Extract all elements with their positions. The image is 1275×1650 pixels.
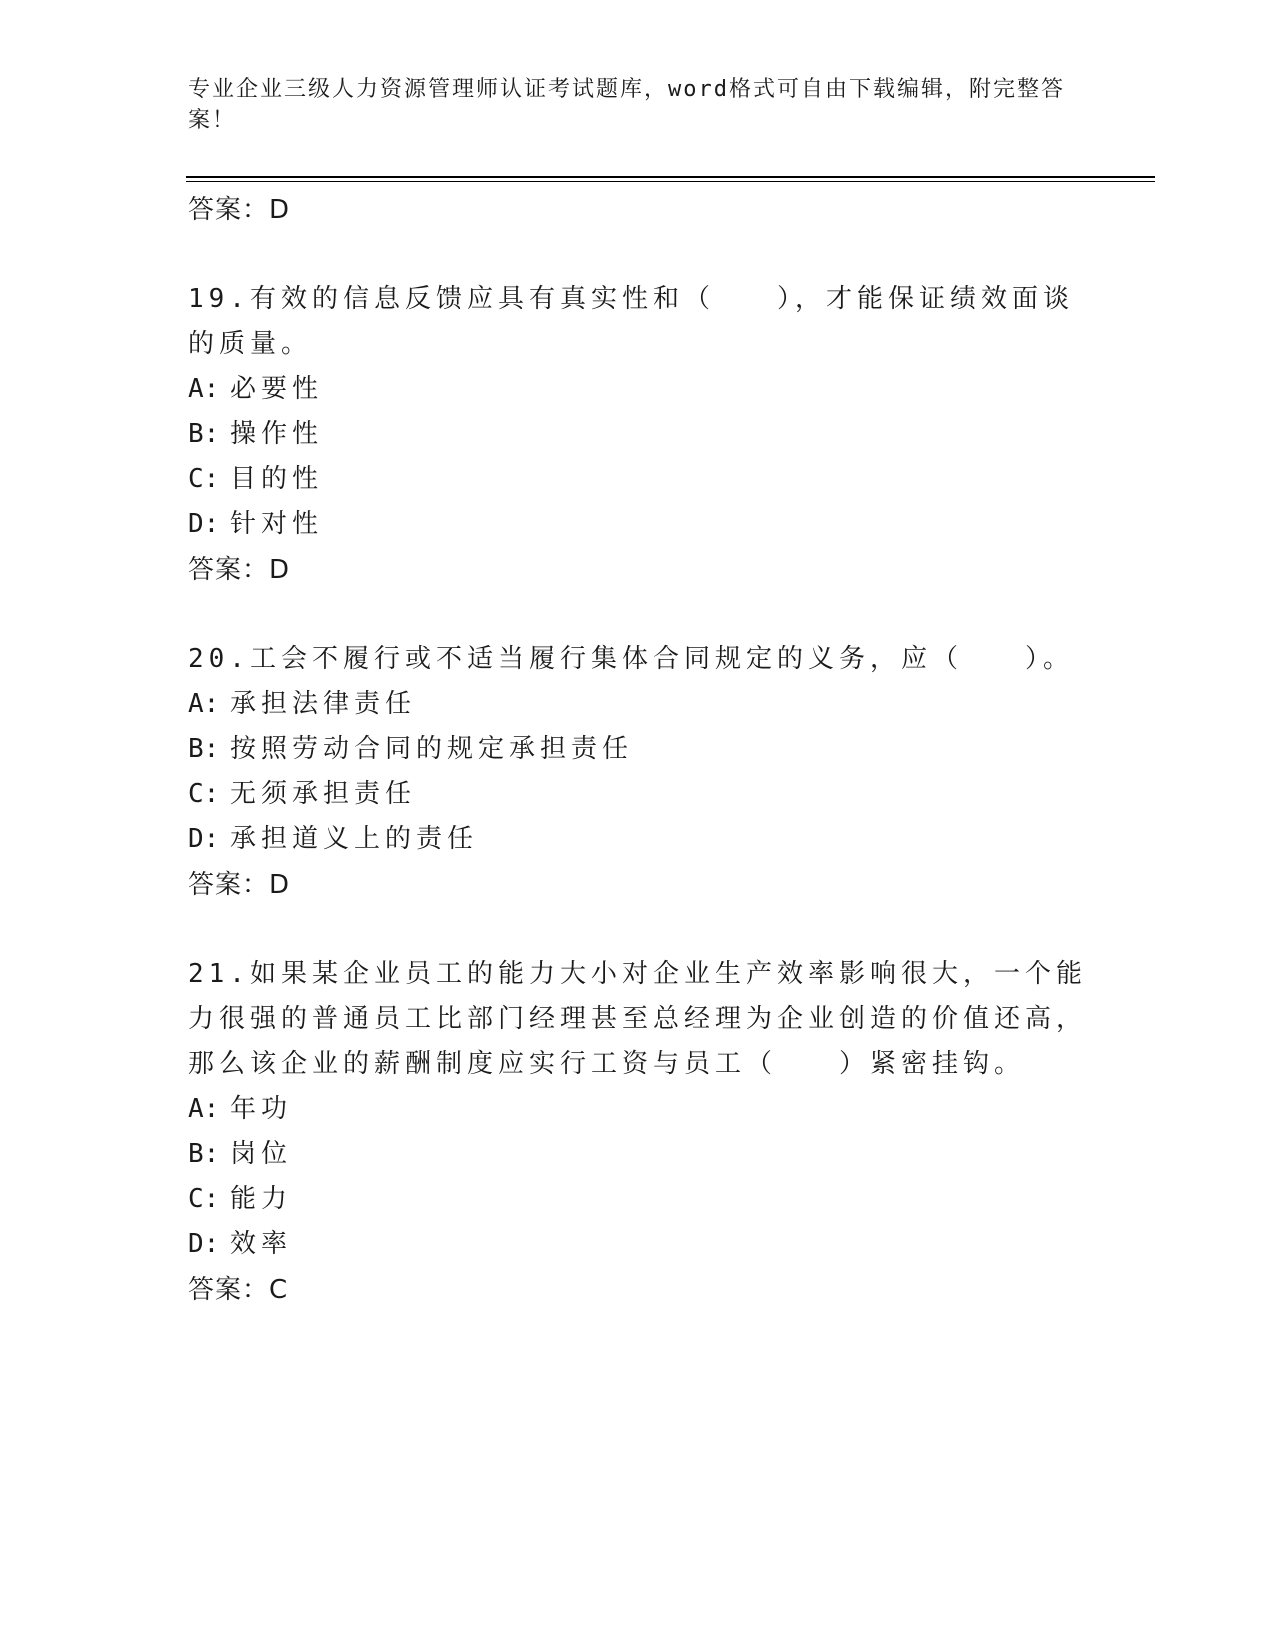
option-letter: D: <box>188 824 220 854</box>
option-c <box>188 457 1088 502</box>
option-text: 年功 <box>230 1094 293 1124</box>
option-text: 目的性 <box>230 464 324 494</box>
spacer <box>188 233 1088 277</box>
spacer <box>188 593 1088 637</box>
answer: 答案：D <box>188 870 291 900</box>
header-divider-thin <box>186 181 1155 182</box>
option-a <box>188 682 1088 727</box>
option-text: 按照劳动合同的规定承担责任 <box>230 734 634 764</box>
option-c <box>188 1177 1088 1222</box>
option-a <box>188 1087 1088 1132</box>
option-letter: B: <box>188 1139 220 1169</box>
question-19 <box>188 277 1088 593</box>
header-divider <box>186 176 1155 178</box>
option-b <box>188 412 1088 457</box>
option-text: 承担法律责任 <box>230 689 417 719</box>
option-d <box>188 502 1088 547</box>
option-letter: A: <box>188 374 220 404</box>
option-d <box>188 817 1088 862</box>
spacer <box>188 908 1088 952</box>
option-letter: C: <box>188 1184 220 1214</box>
option-text: 针对性 <box>230 509 324 539</box>
option-b <box>188 1132 1088 1177</box>
option-c <box>188 772 1088 817</box>
question-text: 21.如果某企业员工的能力大小对企业生产效率影响很大，一个能力很强的普通员工比部门经理甚至总经理为企业创造的价值还高，那么该企业的薪酬制度应实行工资与员工（ ）紧密挂钩。 <box>188 959 1088 1079</box>
option-text: 操作性 <box>230 419 324 449</box>
option-letter: B: <box>188 419 220 449</box>
option-a <box>188 367 1088 412</box>
answer: 答案：C <box>188 1275 289 1305</box>
option-letter: A: <box>188 1094 220 1124</box>
option-letter: C: <box>188 779 220 809</box>
option-text: 岗位 <box>230 1139 293 1169</box>
option-letter: A: <box>188 689 220 719</box>
answer: 答案：D <box>188 555 291 585</box>
option-letter: B: <box>188 734 220 764</box>
option-letter: C: <box>188 464 220 494</box>
option-text: 无须承担责任 <box>230 779 417 809</box>
option-text: 效率 <box>230 1229 293 1259</box>
option-letter: D: <box>188 509 220 539</box>
previous-answer: 答案：D <box>188 195 291 225</box>
option-letter: D: <box>188 1229 220 1259</box>
question-text: 20.工会不履行或不适当履行集体合同规定的义务，应（ ）。 <box>188 644 1074 674</box>
option-text: 能力 <box>230 1184 293 1214</box>
option-b <box>188 727 1088 772</box>
question-21 <box>188 952 1088 1313</box>
question-text: 19.有效的信息反馈应具有真实性和（ ），才能保证绩效面谈的质量。 <box>188 284 1074 359</box>
question-20 <box>188 637 1088 908</box>
option-text: 必要性 <box>230 374 324 404</box>
exam-content <box>188 187 1088 1313</box>
option-text: 承担道义上的责任 <box>230 824 479 854</box>
page-header: 专业企业三级人力资源管理师认证考试题库，word格式可自由下载编辑，附完整答案！ <box>188 77 1065 133</box>
option-d <box>188 1222 1088 1267</box>
